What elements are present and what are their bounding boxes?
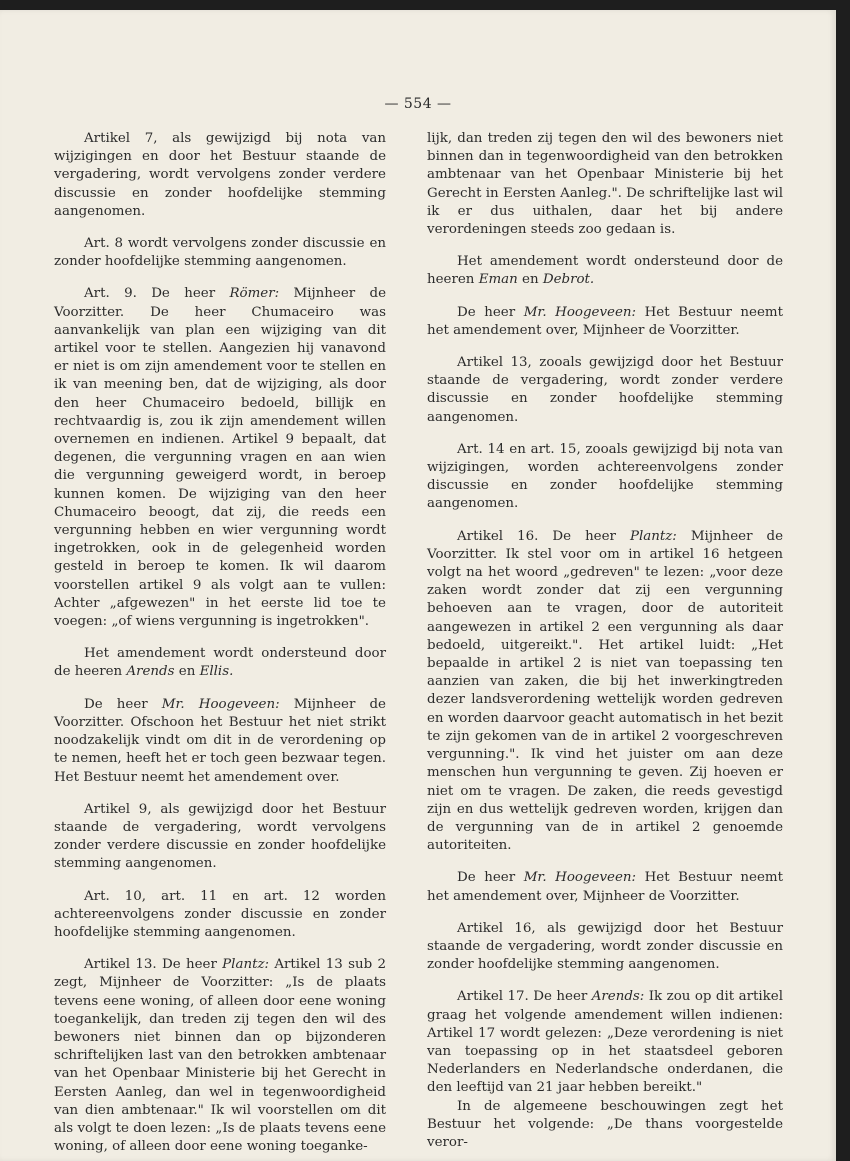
speaker-name: Mr. Hoogeveen: <box>161 696 280 712</box>
text: De heer <box>457 304 524 320</box>
speaker-name: Mr. Hoogeveen: <box>523 870 637 886</box>
text: Artikel 13 sub 2 zegt, Mijnheer de Voorzitter: „Is de plaats tevens eene woning, of alleen door eene woning toegankelijk, dan treden zij tegen den wil des bewoners niet binnen dan op bijzonderen schriftelijken last van den betrokken ambtenaar van het Openbaar Ministerie bij het Gerecht in Eersten Aanleg, dan wel in tegenwoordigheid van dien ambtenaar." Ik wil voorstellen om dit als volgt te doen lezen: „Is de plaats tevens eene woning, of alleen door eene woning toeganke- <box>54 957 386 1155</box>
scan-top-edge <box>0 0 850 10</box>
scan-right-edge <box>836 0 850 1161</box>
text: en <box>517 272 543 288</box>
right-column <box>427 130 783 1152</box>
paragraph <box>427 253 783 289</box>
paragraph: Art. 10, art. 11 en art. 12 worden achtereenvolgens zonder discussie en zonder hoofdelijke stemming aangenomen. <box>54 888 386 940</box>
speaker-name: Debrot. <box>542 272 595 288</box>
text: Het Bestuur neemt het amendement over, Mijnheer de Voorzitter. <box>427 304 783 338</box>
paragraph <box>54 645 386 681</box>
text: De heer <box>84 696 162 712</box>
paragraph: Artikel 13, zooals gewijzigd door het Bestuur staande de vergadering, wordt zonder verdere discussie en zonder hoofdelijke stemming aangenomen. <box>427 355 783 425</box>
speaker-name: Mr. Hoogeveen: <box>523 304 637 320</box>
page-number: — 554 — <box>384 96 452 112</box>
text: Het amendement wordt ondersteund door de heeren <box>54 646 386 680</box>
paragraph: Artikel 7, als gewijzigd bij nota van wijzigingen en door het Bestuur staande de vergadering, wordt vervolgens zonder verdere discussie en zonder hoofdelijke stemming aangenomen. <box>54 131 386 219</box>
paragraph: Art. 14 en art. 15, zooals gewijzigd bij nota van wijzigingen, worden achtereenvolgens zonder discussie en zonder hoofdelijke stemming aangenomen. <box>427 441 783 512</box>
paragraph <box>427 869 783 905</box>
text: Ik zou op dit artikel graag het volgende amendement willen indienen: Artikel 17 wordt gelezen: „Deze verordening is niet van toepassing op in het staatsdeel geboren Nederlanders en Nederlandsche onderdanen, die den leeftijd van 21 jaar hebben bereikt." <box>427 989 783 1096</box>
paragraph: lijk, dan treden zij tegen den wil des bewoners niet binnen dan in tegenwoordigheid van den betrokken ambtenaar van het Openbaar Ministerie bij het Gerecht in Eersten Aanleg.". De schriftelijke last wil ik er dus uithalen, daar het bij andere verordeningen steeds zoo gedaan is. <box>427 131 783 238</box>
document-page <box>0 10 836 1161</box>
speaker-name: Eman <box>478 272 518 288</box>
text: en <box>174 664 200 680</box>
paragraph <box>54 696 386 787</box>
speaker-name: Arends: <box>591 989 645 1005</box>
text: Art. 9. De heer <box>84 286 230 302</box>
left-column <box>54 130 386 1156</box>
paragraph <box>54 285 386 631</box>
paragraph <box>54 956 386 1156</box>
paragraph: In de algemeene beschouwingen zegt het Bestuur het volgende: „De thans voorgestelde veror- <box>427 1098 783 1150</box>
text: Het Bestuur neemt het amendement over, Mijnheer de Voorzitter. <box>427 870 783 904</box>
paragraph: Artikel 16, als gewijzigd door het Bestuur staande de vergadering, wordt zonder discussie en zonder hoofdelijke stemming aangenomen. <box>427 920 783 973</box>
text: Artikel 13. De heer <box>84 957 223 973</box>
paragraph <box>427 528 783 856</box>
paragraph: Art. 8 wordt vervolgens zonder discussie en zonder hoofdelijke stemming aangenomen. <box>54 236 386 270</box>
text: De heer <box>457 870 524 886</box>
text: Artikel 17. De heer <box>457 989 592 1005</box>
speaker-name: Ellis. <box>199 664 234 680</box>
paragraph <box>427 304 783 340</box>
text: Het amendement wordt ondersteund door de heeren <box>427 254 783 288</box>
text: Mijnheer de Voorzitter. Ofschoon het Bestuur het niet strikt noodzakelijk vindt om dit in de verordening op te nemen, heeft het er toch geen bezwaar tegen. Het Bestuur neemt het amendement over. <box>54 696 386 785</box>
speaker-name: Plantz: <box>222 957 270 973</box>
speaker-name: Arends <box>126 664 175 680</box>
speaker-name: Römer: <box>229 286 280 302</box>
text: Mijnheer de Voorzitter. De heer Chumaceiro was aanvankelijk van plan een wijziging van dit artikel voor te stellen. Aangezien hij vanavond er niet is om zijn amendement voor te stellen en ik van meening ben, dat de wijziging, als door den heer Chumaceiro bedoeld, billijk en rechtvaardig is, zou ik zijn amendement willen overnemen en indienen. Artikel 9 bepaalt, dat degenen, die vergunning vragen en aan wien die vergunning geweigerd wordt, in beroep kunnen komen. De wijziging van den heer Chumaceiro beoogt, dat zij, die reeds een vergunning hebben en wier vergunning wordt ingetrokken, ook in de gelegenheid worden gesteld in beroep te komen. Ik wil daarom voorstellen artikel 9 als volgt aan te vullen: Achter „afgewezen" in het eerste lid toe te voegen: „of wiens vergunning is ingetrokken". <box>54 286 386 630</box>
paragraph: Artikel 9, als gewijzigd door het Bestuur staande de vergadering, wordt vervolgens zonder verdere discussie en zonder hoofdelijke stemming aangenomen. <box>54 801 386 872</box>
speaker-name: Plantz: <box>629 528 677 544</box>
text: Mijnheer de Voorzitter. Ik stel voor om in artikel 16 hetgeen volgt na het woord „gedreven" te lezen: „voor deze zaken wordt zonder dat zij een vergunning behoeven aan te vragen, door de autoriteit aangewezen in artikel 2 een vergunning als daar bedoeld, uitgereikt.". Het artikel luidt: „Het bepaalde in artikel 2 is niet van toepassing ten aanzien van zaken, die bij het inwerkingtreden dezer landsverordening wettelijk worden gedreven en worden daarvoor geacht automatisch in het bezit te zijn gekomen van de in artikel 2 voorgeschreven vergunning.". Ik vind het juister om aan deze menschen hun vergunning te geven. Zij hoeven er niet om te vragen. De zaken, die reeds gevestigd zijn en dus wettelijk gedreven worden, krijgen dan de vergunning van de in artikel 2 genoemde autoriteiten. <box>427 528 784 854</box>
text: Artikel 16. De heer <box>457 528 630 544</box>
paragraph <box>427 988 783 1097</box>
